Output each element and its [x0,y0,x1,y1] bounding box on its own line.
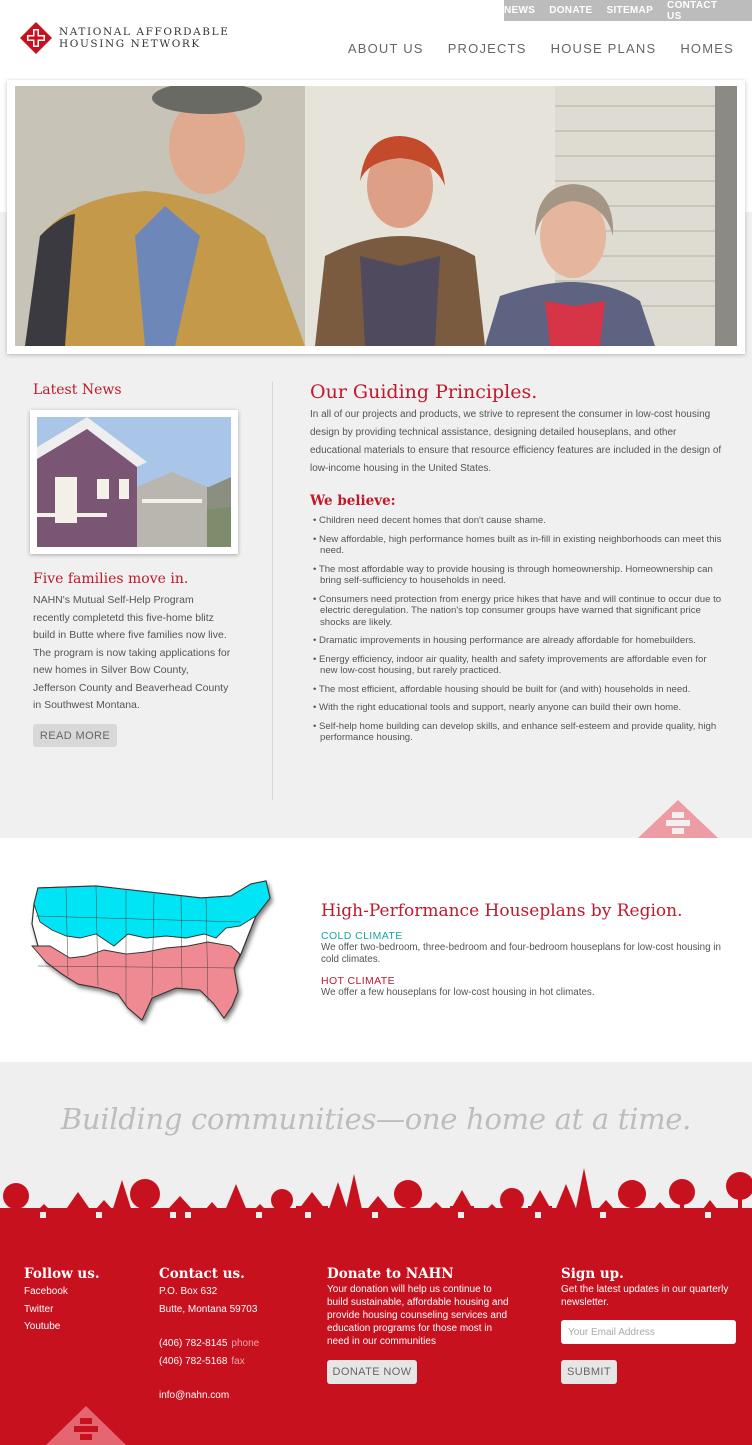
tagline: Building communities—one home at a time. [60,1102,692,1136]
belief-item: • Consumers need protection from energy price hikes that have and will continue to occur due to electric deregulation. The nation's top consumer groups have warned that significant price shocks are likely. [313,593,722,628]
signup-title: Sign up. [561,1266,624,1282]
email-link[interactable]: info@nahn.com [159,1390,230,1401]
site-header [0,0,752,78]
belief-item: • New affordable, high performance homes built as in-fill in existing neighborhoods can meet this need. [313,533,722,556]
phone-number [159,1335,259,1353]
site-logo[interactable] [20,22,229,54]
follow-title: Follow us. [24,1266,100,1282]
twitter-link[interactable]: Twitter [24,1303,54,1315]
donate-title: Donate to NAHN [327,1266,454,1282]
belief-list [310,515,722,744]
site-footer [0,1220,752,1445]
footer-signup [561,1265,736,1378]
news-story-title[interactable]: Five families move in. [33,571,189,587]
main-nav [348,41,734,56]
latest-news-heading: Latest News [33,382,122,398]
belief-item: • The most efficient, affordable housing should be built for (and with) households in need. [313,683,691,695]
phone-label: phone [231,1338,260,1349]
town-skyline-illustration [0,1160,752,1226]
regions-title: High-Performance Houseplans by Region. [321,901,683,921]
read-more-button[interactable]: READ MORE [33,724,117,747]
houseplans-by-region-section [0,838,752,1062]
nav-about-us[interactable]: ABOUT US [347,41,424,56]
footer-contact [159,1265,259,1405]
fax-label: fax [231,1355,245,1367]
red-cross-house-logo-icon [20,22,52,54]
principles-intro: In all of our projects and products, we strive to represent the consumer in low-cost housing design by providing technical assistance, designing detailed houseplans, and other educational materials to ensure that resource efficiency features are included in the design of low-income housing in the United States. [310,409,722,474]
regions-text [321,901,721,999]
cold-climate-link[interactable]: COLD CLIMATE [321,930,403,942]
guiding-principles-section [310,381,722,751]
email-input[interactable] [561,1320,736,1344]
latest-news-section [33,382,233,742]
submit-button[interactable]: SUBMIT [561,1360,617,1384]
principles-title: Our Guiding Principles. [310,381,538,403]
footer-donate [327,1265,512,1378]
belief-item: • Dramatic improvements in housing performance are already affordable for homebuilders. [313,635,696,646]
brand-line-2: HOUSING NETWORK [59,38,201,50]
news-photo [37,417,231,547]
contact-title: Contact us. [159,1266,245,1282]
nav-house-plans[interactable]: HOUSE PLANS [550,41,657,56]
facebook-link[interactable]: Facebook [24,1286,68,1297]
util-link-news[interactable]: NEWS [504,5,536,16]
utility-nav [504,0,752,21]
phone-value: (406) 782-8145 [159,1338,228,1349]
nav-projects[interactable]: PROJECTS [447,41,527,56]
hot-climate-link[interactable]: HOT CLIMATE [321,975,396,987]
footer-house-logo-icon [46,1406,126,1445]
brand-line-1: NATIONAL AFFORDABLE [59,26,230,38]
column-divider [272,382,273,800]
donate-now-button[interactable]: DONATE NOW [327,1360,417,1384]
hero-photo [15,86,737,346]
brand-name [59,26,229,50]
hero-photo-frame [7,80,745,354]
fax-value: (406) 782-5168 [159,1355,228,1367]
address-line-1: P.O. Box 632 [159,1286,218,1297]
footer-follow [24,1265,100,1336]
fax-number [159,1353,259,1371]
nav-homes[interactable]: HOMES [680,41,734,56]
belief-item: • Self-help home building can develop skills, and enhance self-esteem and provide quality, high performance housing. [313,720,717,743]
util-link-donate[interactable]: DONATE [549,5,593,16]
news-photo-frame[interactable] [30,410,238,554]
address-line-2: Butte, Montana 59703 [159,1303,258,1315]
faded-house-logo-icon [638,800,718,838]
hot-climate-description: We offer a few houseplans for low-cost housing in hot climates. [321,987,595,998]
belief-item: • With the right educational tools and support, nearly anyone can build their own home. [313,702,682,713]
we-believe-title: We believe: [310,493,396,509]
cold-climate-description: We offer two-bedroom, three-bedroom and four-bedroom houseplans for low-cost housing in cold climates. [321,942,721,965]
youtube-link[interactable]: Youtube [24,1321,61,1332]
belief-item: • Energy efficiency, indoor air quality, health and safety improvements are affordable even for new low-cost housing, but rarely practiced. [313,653,707,676]
belief-item: • The most affordable way to provide housing is through homeownership. Homeownership can bring self-sufficiency to households in need. [313,563,713,586]
util-link-sitemap[interactable]: SITEMAP [606,5,654,16]
signup-text: Get the latest updates in our quarterly newsletter. [561,1284,729,1308]
us-climate-map[interactable] [26,876,276,1031]
belief-item: • Children need decent homes that don't cause shame. [313,515,546,526]
donate-text: Your donation will help us continue to build sustainable, affordable housing and provide housing counseling services and education programs for those most in need in our communities [327,1284,509,1347]
news-story-body: NAHN's Mutual Self-Help Program recently completetd this five-home blitz build in Butte where five families now live. The program is now taking applications for new homes in Silver Bow County, Jefferson County and Beaverhead County in Southwest Montana. [33,594,231,711]
util-link-contact[interactable]: CONTACT US [667,0,718,22]
